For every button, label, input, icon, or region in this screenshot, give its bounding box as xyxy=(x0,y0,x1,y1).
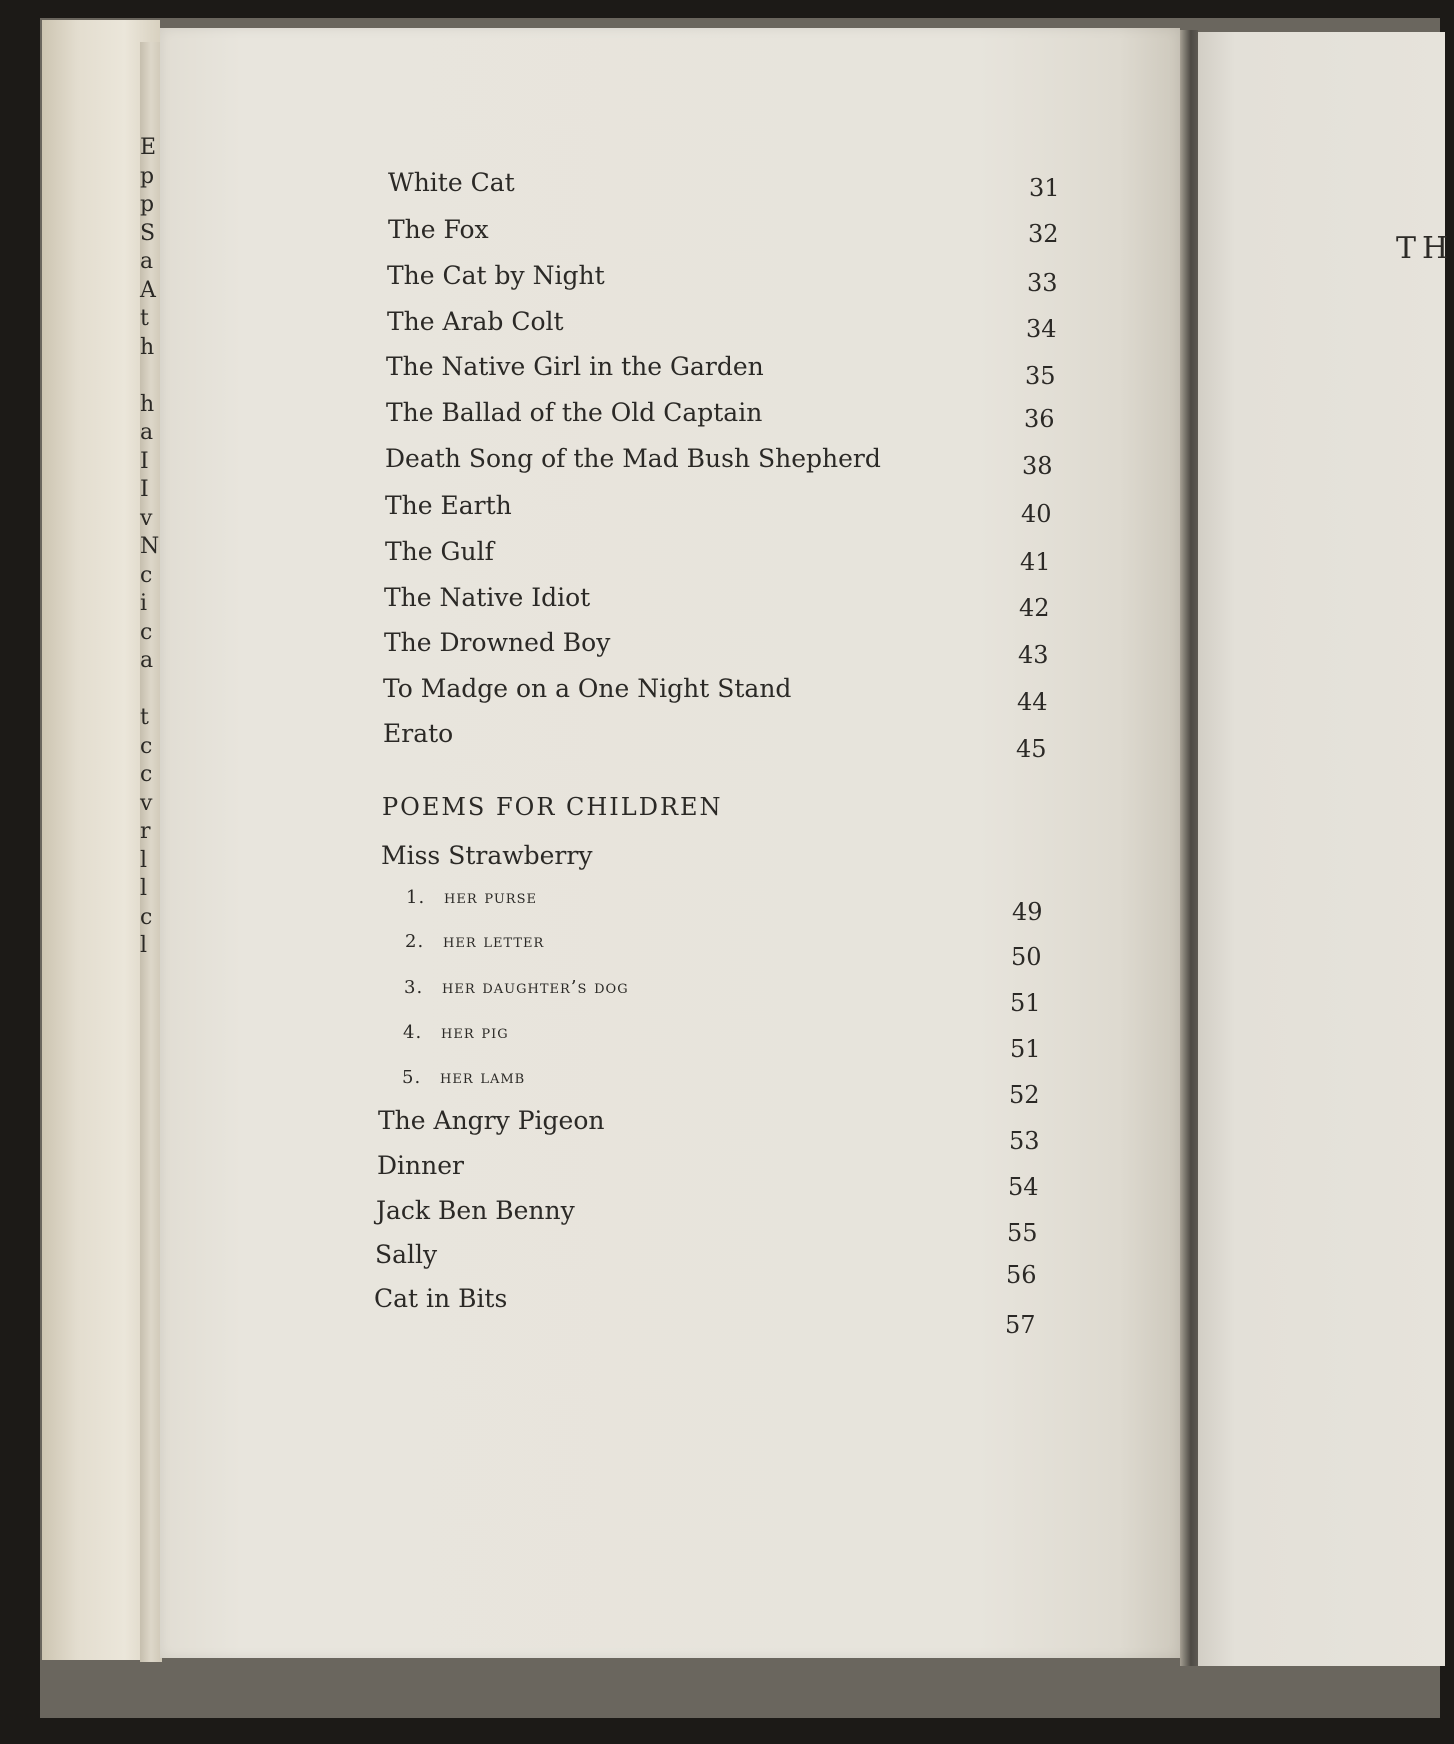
flap-letter: a xyxy=(140,420,154,445)
toc-sub-entry xyxy=(406,887,537,908)
toc-entry-page: 32 xyxy=(1028,220,1059,248)
flap-letter: c xyxy=(140,904,153,930)
flap-letter: E xyxy=(140,135,157,160)
toc-entry-page: 45 xyxy=(1016,735,1047,763)
section-heading: POEMS FOR CHILDREN xyxy=(382,793,723,821)
toc-entry-title: The Arab Colt xyxy=(387,307,564,336)
toc-entry-title: The Earth xyxy=(385,491,512,520)
flap-letter: i xyxy=(140,591,148,616)
toc-entry-title: The Native Girl in the Garden xyxy=(386,352,764,381)
flap-letter: t xyxy=(140,705,149,730)
toc-entry-title: The Fox xyxy=(388,215,489,244)
flap-letter: r xyxy=(140,819,151,844)
toc-entry-page: 52 xyxy=(1009,1081,1040,1109)
flap-letter: p xyxy=(140,192,155,217)
flap-letter: l xyxy=(140,847,148,873)
toc-entry-title: The Angry Pigeon xyxy=(378,1106,605,1135)
toc-entry-title: Dinner xyxy=(377,1151,464,1180)
toc-entry-page: 41 xyxy=(1020,548,1051,576)
flap-letter: p xyxy=(140,163,155,189)
toc-entry-title: The Gulf xyxy=(385,537,494,566)
sub-entry-title: her purse xyxy=(444,887,537,908)
sub-entry-title: her daughter’s dog xyxy=(442,977,629,998)
toc-entry-title: Jack Ben Benny xyxy=(376,1196,575,1225)
toc-sub-entry xyxy=(404,977,629,998)
sub-entry-number: 4. xyxy=(403,1022,423,1043)
flap-letter: N xyxy=(140,534,160,559)
toc-entry-page: 44 xyxy=(1017,688,1048,716)
toc-entry-page: 56 xyxy=(1006,1261,1037,1289)
toc-entry-page: 51 xyxy=(1010,1035,1041,1063)
flap-letter: a xyxy=(140,648,154,673)
toc-entry-page: 31 xyxy=(1029,174,1060,202)
toc-entry-title: Cat in Bits xyxy=(374,1284,508,1313)
toc-entry-page: 33 xyxy=(1027,269,1058,297)
sub-entry-number: 5. xyxy=(402,1067,422,1088)
flap-letter: I xyxy=(140,477,149,502)
flap-letter: v xyxy=(140,790,153,816)
toc-sub-entry xyxy=(402,1067,525,1088)
toc-entry-page: 57 xyxy=(1005,1311,1036,1339)
toc-entry-title: Death Song of the Mad Bush Shepherd xyxy=(385,444,881,473)
toc-entry-title: The Native Idiot xyxy=(384,583,591,612)
toc-sub-entry xyxy=(403,1022,509,1043)
toc-entry-page: 50 xyxy=(1011,943,1042,971)
toc-entry-title: The Cat by Night xyxy=(387,261,605,290)
sub-entry-number: 3. xyxy=(404,977,424,998)
toc-entry-page: 38 xyxy=(1022,452,1053,480)
toc-group-title: Miss Strawberry xyxy=(381,841,593,870)
flap-letter: c xyxy=(140,762,153,787)
flap-letter: c xyxy=(140,733,153,759)
toc-entry-page: 49 xyxy=(1012,898,1043,926)
toc-entry-page: 36 xyxy=(1024,405,1055,433)
sub-entry-number: 2. xyxy=(405,931,425,952)
sub-entry-title: her lamb xyxy=(440,1067,526,1088)
flap-letter: c xyxy=(140,562,153,588)
toc-entry-page: 35 xyxy=(1025,362,1056,390)
toc-entry-title: The Drowned Boy xyxy=(384,628,611,657)
toc-entry-page: 54 xyxy=(1008,1173,1039,1201)
toc-entry-page: 51 xyxy=(1010,989,1041,1017)
toc-entry-title: Erato xyxy=(383,719,454,748)
flap-letter: S xyxy=(140,220,156,246)
flap-letter: l xyxy=(140,933,148,958)
right-page-title: TH xyxy=(1396,231,1454,266)
toc-entry-title: The Ballad of the Old Captain xyxy=(386,398,763,427)
toc-entry-page: 42 xyxy=(1019,594,1050,622)
flap-letter: t xyxy=(140,306,149,331)
toc-sub-entry xyxy=(405,931,544,952)
toc-entry-page: 55 xyxy=(1007,1219,1038,1247)
flap-letter: h xyxy=(140,391,155,417)
sub-entry-title: her pig xyxy=(441,1022,509,1043)
toc-entry-title: White Cat xyxy=(388,168,515,197)
flap-letter: a xyxy=(140,249,154,274)
flap-letter: I xyxy=(140,448,149,474)
flap-letter: c xyxy=(140,619,153,645)
toc-entry-title: Sally xyxy=(375,1240,438,1269)
toc-entry-title: To Madge on a One Night Stand xyxy=(383,674,792,703)
toc-entry-page: 34 xyxy=(1026,315,1057,343)
flap-letter: A xyxy=(140,277,156,303)
flap-letter: v xyxy=(140,505,153,531)
sub-entry-number: 1. xyxy=(406,887,426,908)
toc-entry-page: 53 xyxy=(1009,1127,1040,1155)
toc-entry-page: 40 xyxy=(1021,500,1052,528)
sub-entry-title: her letter xyxy=(443,931,545,952)
toc-entry-page: 43 xyxy=(1018,641,1049,669)
flap-letter: h xyxy=(140,334,155,360)
flap-letter: l xyxy=(140,876,148,901)
